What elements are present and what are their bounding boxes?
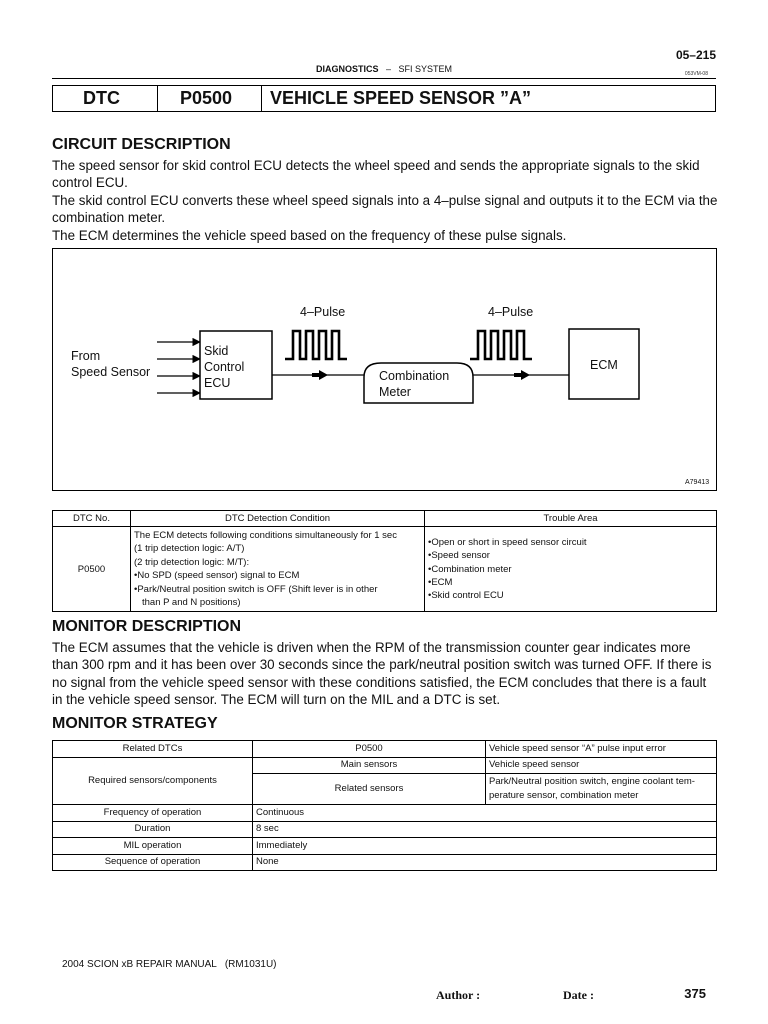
circuit-paragraph: The speed sensor for skid control ECU detects the wheel speed and sends the appropriate signals to the skid control ECU. <box>52 158 700 191</box>
footer-page-number: 375 <box>684 986 706 1001</box>
footer-date-label: Date : <box>563 988 594 1002</box>
required-sensors-label: Required sensors/components <box>53 757 253 805</box>
monitor-description-heading: MONITOR DESCRIPTION <box>52 618 242 635</box>
circuit-description-text <box>52 157 720 244</box>
monitor-strategy-heading: MONITOR STRATEGY <box>52 715 218 732</box>
related-dtcs-desc: Vehicle speed sensor “A” pulse input error <box>486 741 717 758</box>
pulse-label-left: 4–Pulse <box>300 305 346 319</box>
combination-meter-label: Combination Meter <box>379 369 450 399</box>
input-arrows <box>157 342 200 393</box>
sequence-label: Sequence of operation <box>53 854 253 871</box>
title-name: VEHICLE SPEED SENSOR ”A” <box>270 88 532 108</box>
circuit-paragraph: The skid control ECU converts these wheel speed signals into a 4–pulse signal and outputs it to the ECM via the combination meter. <box>52 192 718 226</box>
circuit-diagram <box>52 248 717 491</box>
frequency-label: Frequency of operation <box>53 805 253 822</box>
title-box <box>52 85 716 112</box>
mil-operation-label: MIL operation <box>53 838 253 855</box>
table-header-row <box>53 511 717 527</box>
list-item: • Combination meter <box>428 563 713 576</box>
table-header: DTC No. <box>53 511 131 527</box>
table-row <box>53 854 717 871</box>
table-row <box>53 805 717 822</box>
direction-arrow-left <box>319 370 328 380</box>
sequence-value: None <box>253 854 717 871</box>
footer-author-label: Author : <box>436 988 481 1002</box>
header-divider <box>52 78 716 79</box>
header-subsection: SFI SYSTEM <box>398 64 453 74</box>
frequency-value: Continuous <box>253 805 717 822</box>
related-sensors-label: Related sensors <box>253 774 486 805</box>
list-item: • Speed sensor <box>428 549 713 562</box>
pulse-waveform-right <box>470 331 532 359</box>
pulse-label-right: 4–Pulse <box>488 305 534 319</box>
related-dtcs-label: Related DTCs <box>53 741 253 758</box>
table-row <box>53 821 717 838</box>
table-row <box>53 838 717 855</box>
table-row <box>53 741 717 758</box>
dtc-detection-condition: The ECM detects following conditions simultaneously for 1 sec (1 trip detection logic: A/T) (2 trip detection logic: M/T): • No SPD (speed sensor) signal to ECM • Park/Neutral position switch is OFF (Shift lever is in other than P and N positions) <box>131 527 425 612</box>
title-dtc-label: DTC <box>53 86 158 111</box>
title-code: P0500 <box>158 86 262 111</box>
from-speed-sensor-label: From Speed Sensor <box>71 349 151 379</box>
header-dash: – <box>385 64 391 74</box>
dtc-number: P0500 <box>53 527 131 612</box>
circuit-paragraph: The ECM determines the vehicle speed based on the frequency of these pulse signals. <box>52 227 567 243</box>
footer-manual-title: 2004 SCION xB REPAIR MANUAL (RM1031U) <box>62 959 277 970</box>
skid-control-ecu-label: Skid Control ECU <box>204 344 245 390</box>
header-section: DIAGNOSTICS <box>315 64 379 74</box>
figure-code: A79413 <box>685 479 710 486</box>
page-code: 05–215 <box>675 48 716 62</box>
pulse-waveform-left <box>285 331 347 359</box>
main-sensors-value: Vehicle speed sensor <box>486 757 717 774</box>
list-item: • ECM <box>428 576 713 589</box>
monitor-strategy-table <box>52 740 717 871</box>
trouble-area <box>425 527 717 612</box>
ecm-label: ECM <box>590 358 618 372</box>
dtc-table <box>52 510 717 612</box>
direction-arrow-right <box>514 373 522 377</box>
direction-arrow-right <box>521 370 530 380</box>
related-dtcs-code: P0500 <box>253 741 486 758</box>
circuit-description-heading: CIRCUIT DESCRIPTION <box>52 136 231 153</box>
duration-value: 8 sec <box>253 821 717 838</box>
main-sensors-label: Main sensors <box>253 757 486 774</box>
doc-code: 053VM-08 <box>684 71 708 77</box>
table-header: DTC Detection Condition <box>131 511 425 527</box>
monitor-description-text: The ECM assumes that the vehicle is driven when the RPM of the transmission counter gear indicates more than 300 rpm and it has been over 30 seconds since the park/neutral position switch was turned OFF. If there is no signal from the vehicle speed sensor with these conditions satisfied, the ECM concludes that there is a fault in the vehicle speed sensor. The ECM will turn on the MIL and a DTC is set. <box>52 640 712 708</box>
mil-operation-value: Immediately <box>253 838 717 855</box>
table-header: Trouble Area <box>425 511 717 527</box>
list-item: • Skid control ECU <box>428 589 713 602</box>
table-row <box>53 527 717 612</box>
table-row <box>53 757 717 774</box>
list-item: • Open or short in speed sensor circuit <box>428 536 713 549</box>
duration-label: Duration <box>53 821 253 838</box>
related-sensors-value: Park/Neutral position switch, engine coolant tem- perature sensor, combination meter <box>486 774 717 805</box>
direction-arrow-left <box>312 373 320 377</box>
